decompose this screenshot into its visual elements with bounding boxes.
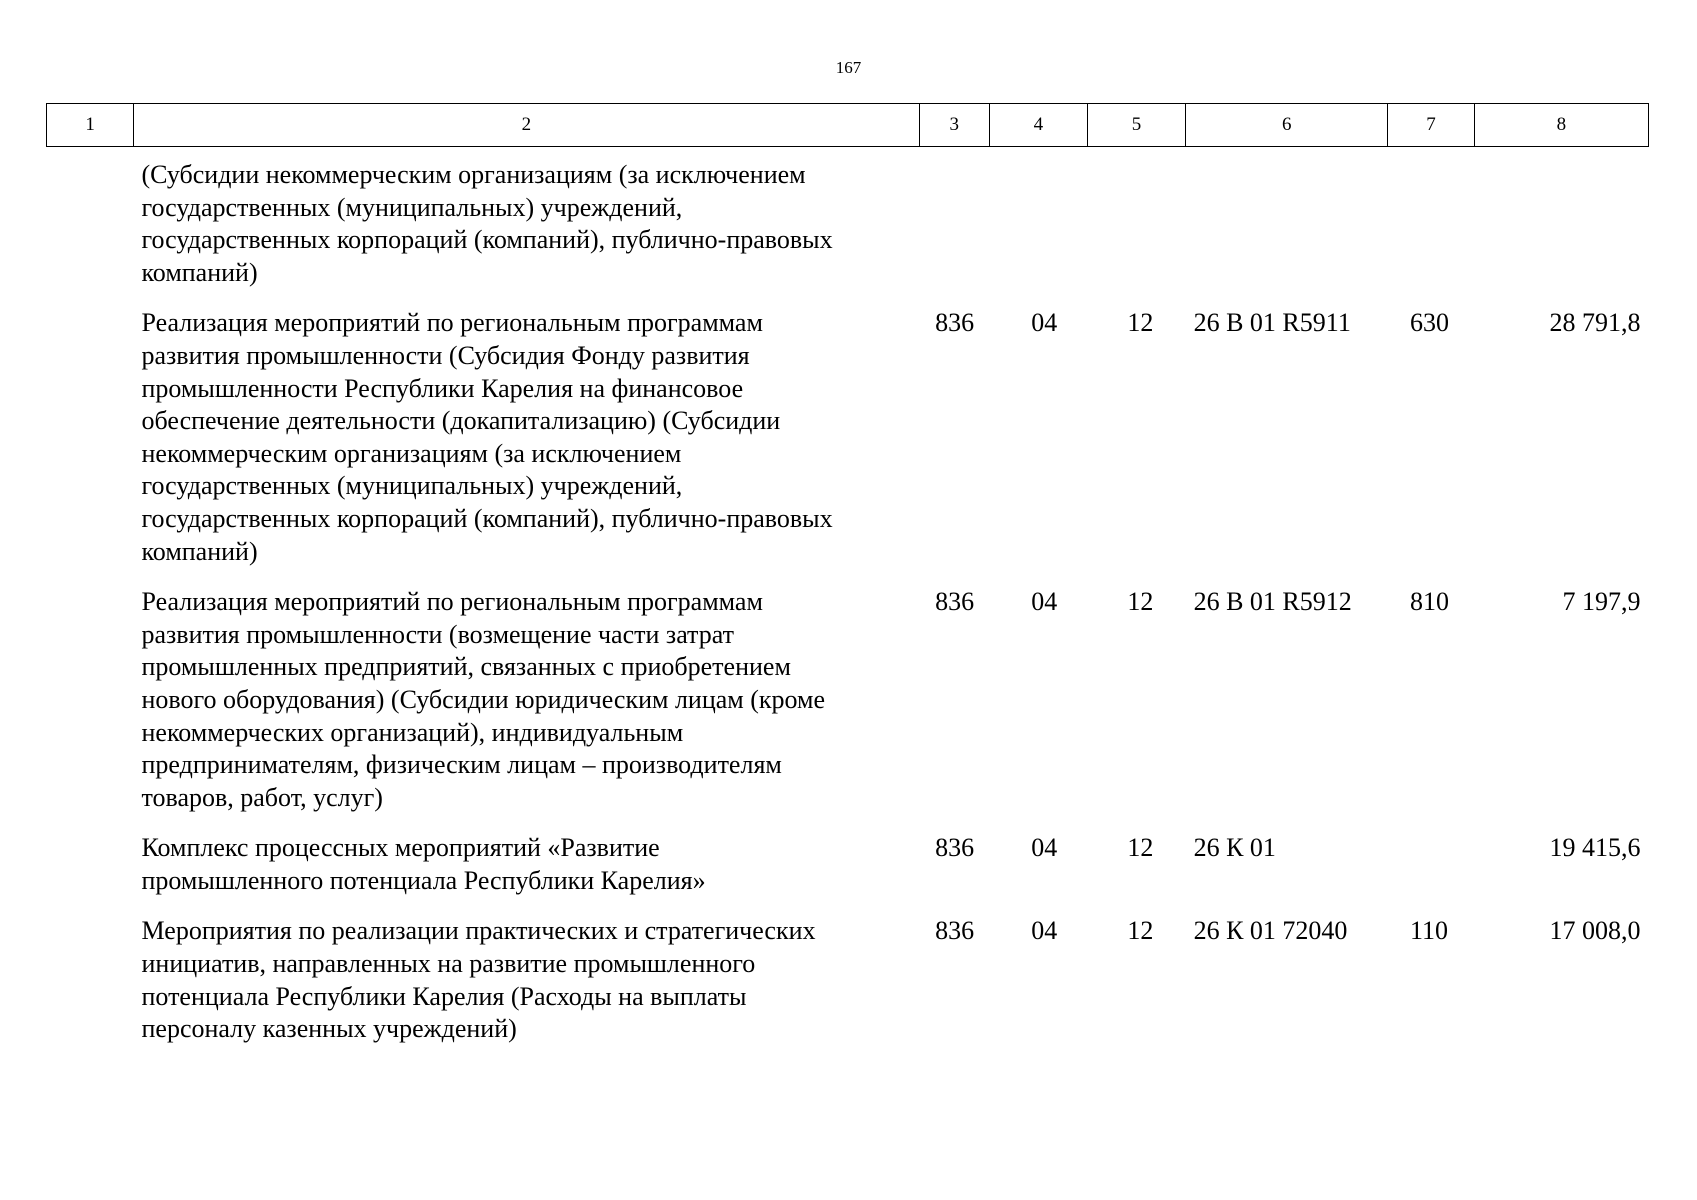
- description-line: инициатив, направленных на развитие промышленного: [141, 949, 756, 979]
- table-row: [47, 307, 1649, 586]
- admin-code: [919, 147, 989, 308]
- column-header-1: 1: [47, 104, 134, 147]
- description-line: развития промышленности (возмещение части затрат: [141, 619, 734, 649]
- table-row: [47, 832, 1649, 915]
- admin-code: 836: [935, 587, 975, 617]
- description-line: государственных (муниципальных) учреждений,: [141, 471, 683, 501]
- row-description: [47, 915, 920, 1063]
- admin-code: 836: [935, 833, 975, 863]
- description-line: компаний): [141, 257, 258, 287]
- target-article-code: 26 B 01 R5912: [1193, 587, 1352, 617]
- amount: 7 197,9: [1562, 587, 1641, 617]
- column-header-2: 2: [134, 104, 919, 147]
- amount: [1474, 147, 1648, 308]
- column-header-7: 7: [1388, 104, 1474, 147]
- section-code: 04: [1031, 308, 1058, 338]
- section-code: [989, 147, 1087, 308]
- row-description: [47, 586, 920, 832]
- target-article-code: 26 B 01 R5911: [1193, 308, 1351, 338]
- column-header-3: 3: [919, 104, 989, 147]
- subsection-code: 12: [1127, 587, 1154, 617]
- budget-table: [46, 103, 1649, 1064]
- expense-type-code: [1388, 147, 1474, 308]
- amount: 19 415,6: [1549, 833, 1641, 863]
- description-line: Реализация мероприятий по региональным программам: [141, 587, 763, 617]
- description-line: некоммерческих организаций), индивидуальным: [141, 717, 684, 747]
- expense-type-code: [1388, 832, 1474, 915]
- target-article-code: [1186, 147, 1388, 308]
- description-line: государственных корпораций (компаний), публично-правовых: [141, 225, 833, 255]
- description-line: предпринимателям, физическим лицам – производителям: [141, 750, 782, 780]
- expense-type-code: 810: [1409, 587, 1449, 617]
- row-description: [47, 147, 920, 308]
- description-line: государственных (муниципальных) учреждений,: [141, 192, 683, 222]
- description-line: Реализация мероприятий по региональным программам: [141, 308, 763, 338]
- amount: 17 008,0: [1549, 916, 1641, 946]
- description-line: Комплекс процессных мероприятий «Развитие: [141, 833, 660, 863]
- page-number: 167: [835, 58, 862, 77]
- section-code: 04: [1031, 833, 1058, 863]
- column-number-header-row: [47, 104, 1649, 147]
- row-description: [47, 832, 920, 915]
- expense-type-code: 110: [1409, 916, 1449, 946]
- description-line: промышленности Республики Карелия на финансовое: [141, 373, 744, 403]
- description-line: государственных корпораций (компаний), публично-правовых: [141, 503, 833, 533]
- table-row: [47, 915, 1649, 1063]
- section-code: 04: [1031, 916, 1058, 946]
- description-line: (Субсидии некоммерческим организациям (за исключением: [141, 160, 806, 189]
- column-header-6: 6: [1186, 104, 1388, 147]
- description-line: нового оборудования) (Субсидии юридическим лицам (кроме: [141, 684, 826, 714]
- description-line: потенциала Республики Карелия (Расходы на выплаты: [141, 981, 747, 1011]
- column-header-5: 5: [1087, 104, 1185, 147]
- target-article-code: 26 К 01 72040: [1193, 916, 1348, 946]
- description-line: товаров, работ, услуг): [141, 782, 383, 812]
- admin-code: 836: [935, 308, 975, 338]
- subsection-code: 12: [1127, 308, 1154, 338]
- table-row: [47, 586, 1649, 832]
- expense-type-code: 630: [1409, 308, 1449, 338]
- subsection-code: [1087, 147, 1185, 308]
- description-line: компаний): [141, 536, 258, 566]
- amount: 28 791,8: [1549, 308, 1641, 338]
- subsection-code: 12: [1127, 833, 1154, 863]
- table-row: [47, 147, 1649, 308]
- column-header-8: 8: [1474, 104, 1648, 147]
- description-line: персоналу казенных учреждений): [141, 1014, 517, 1044]
- description-line: развития промышленности (Субсидия Фонду развития: [141, 340, 750, 370]
- subsection-code: 12: [1127, 916, 1154, 946]
- section-code: 04: [1031, 587, 1058, 617]
- description-line: промышленного потенциала Республики Карелия»: [141, 865, 706, 895]
- row-description: [47, 307, 920, 586]
- description-line: промышленных предприятий, связанных с приобретением: [141, 652, 791, 682]
- column-header-4: 4: [989, 104, 1087, 147]
- description-line: некоммерческим организациям (за исключением: [141, 438, 682, 468]
- target-article-code: 26 К 01: [1193, 833, 1276, 863]
- description-line: обеспечение деятельности (докапитализацию) (Субсидии: [141, 406, 781, 436]
- admin-code: 836: [935, 916, 975, 946]
- description-line: Мероприятия по реализации практических и стратегических: [141, 916, 816, 946]
